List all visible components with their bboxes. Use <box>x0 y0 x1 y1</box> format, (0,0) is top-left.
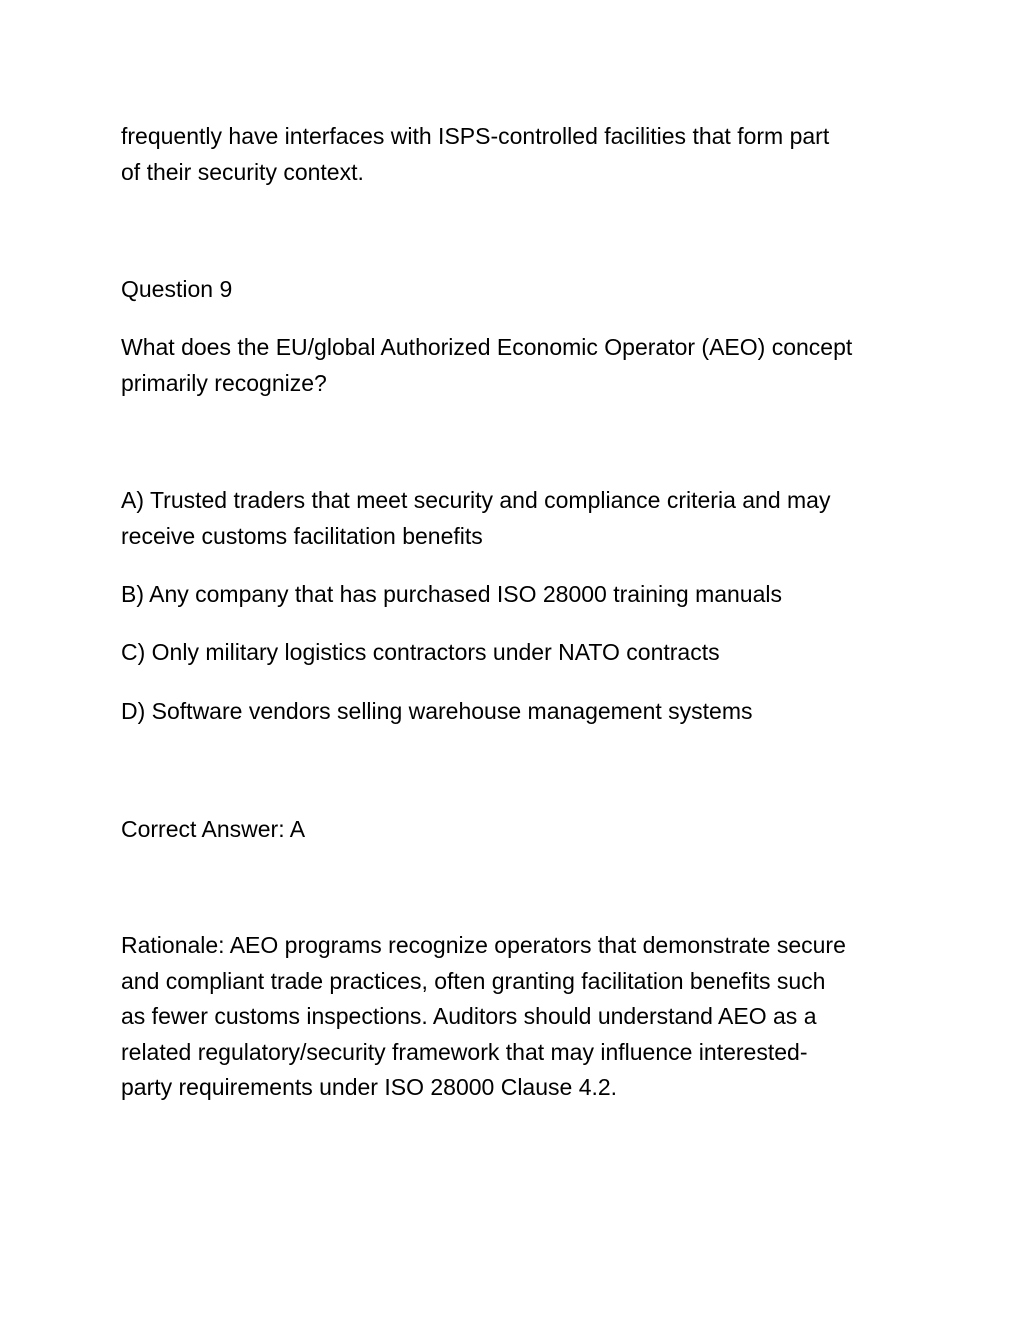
rationale-line: and compliant trade practices, often granting facilitation benefits such <box>121 967 826 994</box>
rationale-line: Rationale: AEO programs recognize operators that demonstrate secure <box>121 932 846 958</box>
continuation-line: frequently have interfaces with ISPS-controlled facilities that form part <box>121 123 830 149</box>
rationale-paragraph <box>121 928 911 1106</box>
continuation-line: of their security context. <box>121 158 364 185</box>
question-prompt-line: primarily recognize? <box>121 369 327 396</box>
option-d <box>121 694 911 730</box>
correct-answer: Correct Answer: A <box>121 816 306 842</box>
continuation-paragraph <box>121 119 911 190</box>
option-b <box>121 577 911 613</box>
option-a-line: A) Trusted traders that meet security and compliance criteria and may <box>121 487 831 513</box>
option-c-line: C) Only military logistics contractors under NATO contracts <box>121 639 720 665</box>
question-prompt-line: What does the EU/global Authorized Economic Operator (AEO) concept <box>121 334 853 360</box>
option-c <box>121 635 911 671</box>
rationale-line: as fewer customs inspections. Auditors should understand AEO as a <box>121 1003 817 1029</box>
question-heading: Question 9 <box>121 276 233 302</box>
option-a <box>121 483 911 554</box>
question-prompt <box>121 330 911 401</box>
option-d-line: D) Software vendors selling warehouse management systems <box>121 698 753 724</box>
option-a-line: receive customs facilitation benefits <box>121 522 483 549</box>
rationale-line: party requirements under ISO 28000 Clause 4.2. <box>121 1074 618 1100</box>
option-b-line: B) Any company that has purchased ISO 28000 training manuals <box>121 581 783 607</box>
rationale-line: related regulatory/security framework that may influence interested- <box>121 1038 808 1065</box>
